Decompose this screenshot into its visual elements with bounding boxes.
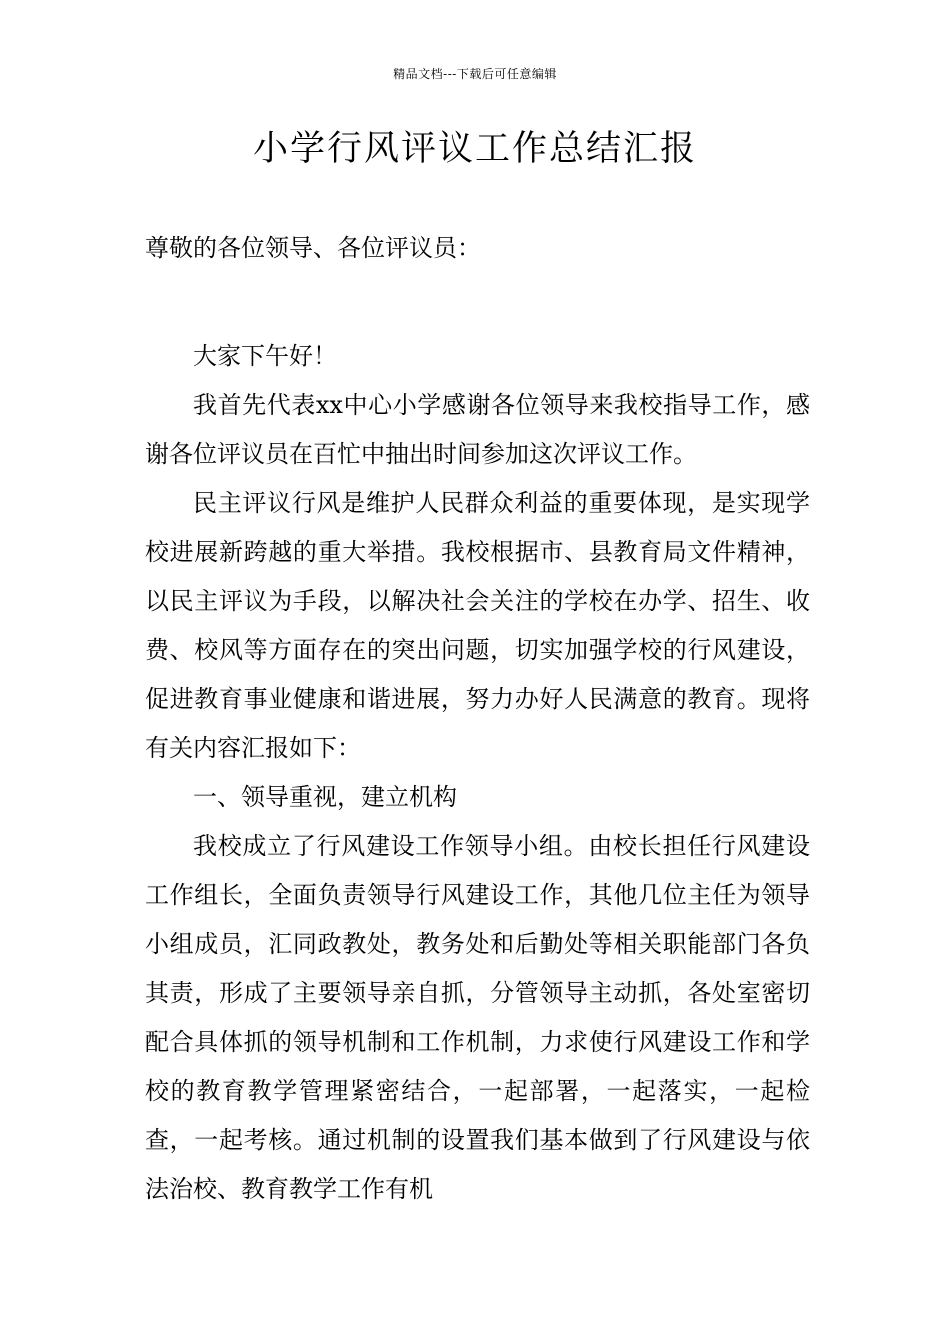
paragraph-section-1: 我校成立了行风建设工作领导小组。由校长担任行风建设工作组长，全面负责领导行风建设工作，其他几位主任为领导小组成员，汇同政教处，教务处和后勤处等相关职能部门各负其责，形成了主要领导亲自抓，分管领导主动抓，各处室密切配合具体抓的领导机制和工作机制，力求使行风建设工作和学校的教育教学管理紧密结合，一起部署，一起落实，一起检查，一起考核。通过机制的设置我们基本做到了行风建设与依法治校、教育教学工作有机 (145, 832, 810, 1203)
salutation: 尊敬的各位领导、各位评议员： (145, 234, 481, 262)
document-title: 小学行风评议工作总结汇报 (252, 129, 697, 169)
header-note: 精品文档---下载后可任意编辑 (393, 67, 557, 81)
paragraph-greeting: 大家下午好！ (193, 342, 337, 370)
document-body (145, 332, 810, 1214)
paragraph-thanks: 我首先代表xx中心小学感谢各位领导来我校指导工作，感谢各位评议员在百忙中抽出时间参加这次评议工作。 (145, 391, 810, 468)
section-heading-1: 一、领导重视，建立机构 (193, 783, 457, 811)
paragraph-intro: 民主评议行风是维护人民群众利益的重要体现，是实现学校进展新跨越的重大举措。我校根据市、县教育局文件精神，以民主评议为手段，以解决社会关注的学校在办学、招生、收费、校风等方面存在的突出问题，切实加强学校的行风建设，促进教育事业健康和谐进展，努力办好人民满意的教育。现将有关内容汇报如下： (145, 489, 810, 762)
